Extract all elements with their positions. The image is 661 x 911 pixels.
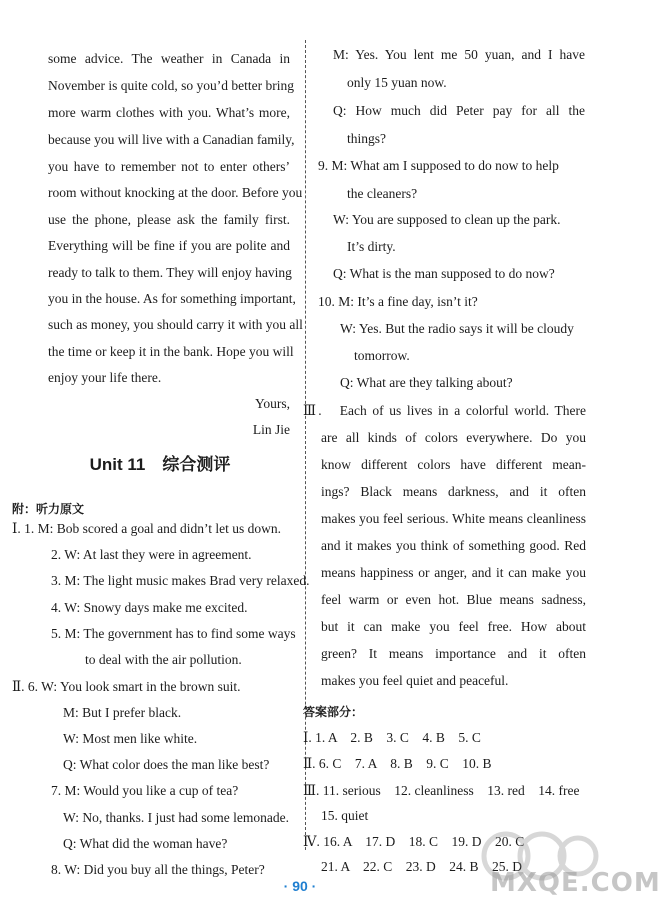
letter-signature: Lin Jie <box>252 422 290 437</box>
listening-line: It’s dirty. <box>347 239 396 254</box>
listening-line: 5. M: The government has to find some ways <box>51 626 296 641</box>
listening-line: 4. W: Snowy days make me excited. <box>51 600 248 615</box>
passage-line: and it makes you think of something good. Red <box>321 538 586 553</box>
column-divider <box>305 40 306 850</box>
answer-line: Ⅲ. 11. serious 12. cleanliness 13. red 14. free <box>303 783 580 798</box>
passage-line: makes you feel serious. White means cleanliness <box>321 511 586 526</box>
letter-line: you have to remember not to enter others’ <box>48 159 290 174</box>
listening-line: to deal with the air pollution. <box>85 652 242 667</box>
passage-line: green? It means importance and it often <box>321 646 586 661</box>
listening-line: Ⅱ. 6. W: You look smart in the brown suit. <box>12 679 241 694</box>
answers-label: 答案部分： <box>303 705 364 719</box>
passage-line: feel warm or even hot. Blue means sadness, <box>321 592 586 607</box>
watermark-text: MXQE.COM <box>490 868 661 898</box>
letter-line: you in the house. As for something important, <box>48 291 296 306</box>
listening-line: M: Yes. You lent me 50 yuan, and I have <box>333 47 585 62</box>
passage-line: know different colors have different mean- <box>321 457 586 472</box>
answer-line: Ⅳ. 16. A 17. D 18. C 19. D 20. C <box>303 834 525 849</box>
letter-line: use the phone, please ask the family first. <box>48 212 290 227</box>
answer-line: 15. quiet <box>321 808 369 823</box>
passage-line: makes you feel quiet and peaceful. <box>321 673 509 688</box>
passage-line: are all kinds of colors everywhere. Do you <box>321 430 586 445</box>
listening-line: Q: How much did Peter pay for all the <box>333 103 585 118</box>
letter-line: because you will live with a Canadian family, <box>48 132 295 147</box>
answer-line: Ⅰ. 1. A 2. B 3. C 4. B 5. C <box>303 730 481 745</box>
listening-line: Q: What is the man supposed to do now? <box>333 266 555 281</box>
listening-line: the cleaners? <box>347 186 418 201</box>
letter-line: ready to talk to them. They will enjoy having <box>48 265 292 280</box>
passage-line: ings? Black means darkness, and it often <box>321 484 586 499</box>
passage-line: but it can make you feel free. How about <box>321 619 586 634</box>
listening-line: W: Most men like white. <box>63 731 198 746</box>
listening-line: Ⅰ. 1. M: Bob scored a goal and didn’t let us down. <box>12 521 282 536</box>
letter-line: Everything will be fine if you are polite and <box>48 238 290 253</box>
letter-line: more warm clothes with you. What’s more, <box>48 105 290 120</box>
listening-line: Q: What did the woman have? <box>63 836 228 851</box>
appendix-label: 附：听力原文 <box>12 502 85 516</box>
listening-line: Q: What color does the man like best? <box>63 757 270 772</box>
page-number: · 90 · <box>283 878 317 894</box>
answer-line: 21. A 22. C 23. D 24. B 25. D <box>321 859 523 874</box>
listening-line: 3. M: The light music makes Brad very relaxed. <box>51 573 310 588</box>
listening-line: W: No, thanks. I just had some lemonade. <box>63 810 289 825</box>
passage-line: Ⅲ. Each of us lives in a colorful world. There <box>303 403 586 418</box>
letter-line: November is quite cold, so you’d better bring <box>48 78 294 93</box>
passage-line: means happiness or anger, and it can make you <box>321 565 586 580</box>
listening-line: W: Yes. But the radio says it will be cloudy <box>340 321 574 336</box>
listening-line: M: But I prefer black. <box>63 705 182 720</box>
listening-line: tomorrow. <box>354 348 410 363</box>
listening-line: Q: What are they talking about? <box>340 375 513 390</box>
letter-line: such as money, you should carry it with you all <box>48 317 303 332</box>
unit-title: Unit 11 综合测评 <box>89 455 231 474</box>
listening-line: 8. W: Did you buy all the things, Peter? <box>51 862 265 877</box>
listening-line: things? <box>347 131 386 146</box>
listening-line: 9. M: What am I supposed to do now to help <box>318 158 559 173</box>
letter-line: some advice. The weather in Canada in <box>48 51 290 66</box>
answer-line: Ⅱ. 6. C 7. A 8. B 9. C 10. B <box>303 756 492 771</box>
letter-line: enjoy your life there. <box>48 370 162 385</box>
letter-line: room without knocking at the door. Before you <box>48 185 303 200</box>
listening-line: 2. W: At last they were in agreement. <box>51 547 252 562</box>
letter-line: the time or keep it in the bank. Hope you will <box>48 344 294 359</box>
letter-closing: Yours, <box>254 396 290 411</box>
listening-line: only 15 yuan now. <box>347 75 447 90</box>
listening-line: W: You are supposed to clean up the park. <box>333 212 561 227</box>
listening-line: 7. M: Would you like a cup of tea? <box>51 783 239 798</box>
listening-line: 10. M: It’s a fine day, isn’t it? <box>318 294 478 309</box>
